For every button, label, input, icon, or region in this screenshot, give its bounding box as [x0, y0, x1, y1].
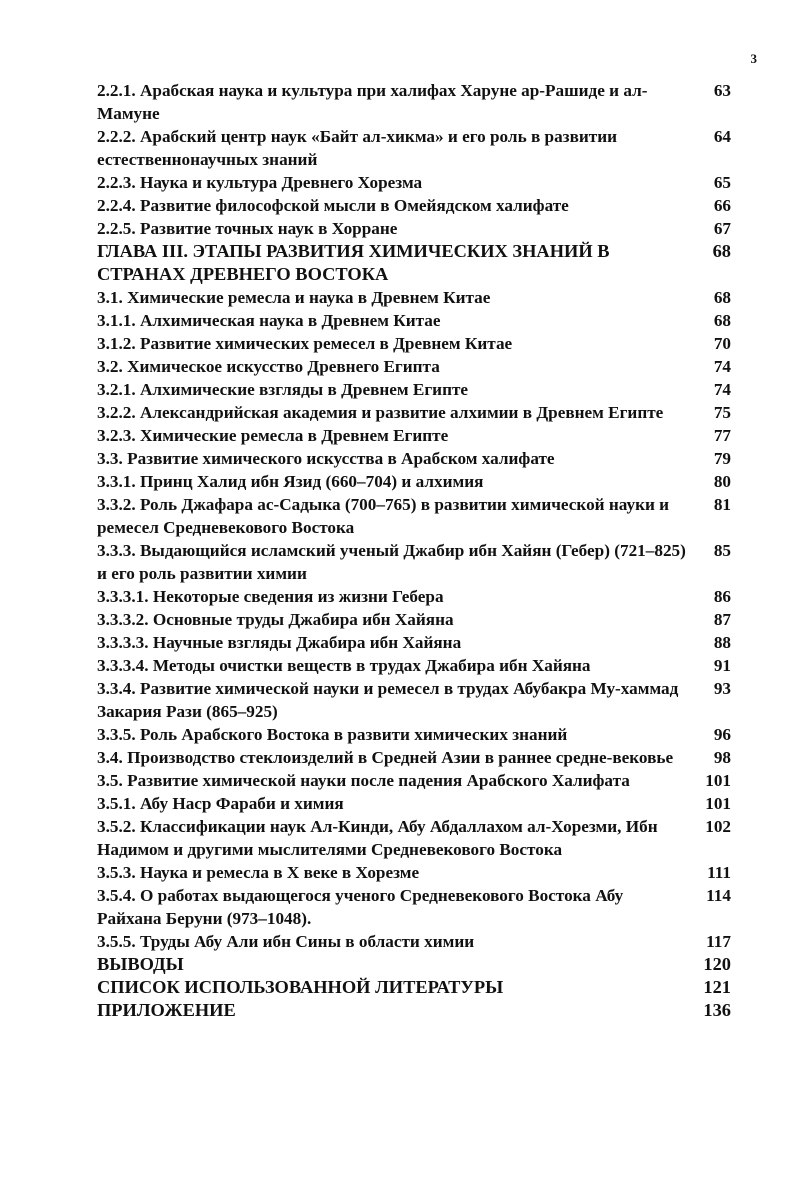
toc-entry-title: 3.3. Развитие химического искусства в Арабском халифате [97, 449, 555, 468]
toc-entry-page-number: 64 [713, 127, 731, 146]
toc-entry-page-number: 101 [705, 794, 731, 813]
toc-entry-title: 3.1. Химические ремесла и наука в Древнем Китае [97, 288, 491, 307]
toc-entry [97, 309, 731, 332]
toc-entry-page-number: 85 [713, 541, 731, 560]
toc-entry-title: 3.5.1. Абу Наср Фараби и химия [97, 794, 344, 813]
toc-entry-title: 3.5.4. О работах выдающегося ученого Средневекового Востока Абу Райхана Беруни (973–1048). [97, 886, 624, 928]
toc-entry-page-number: 98 [713, 748, 731, 767]
toc-entry-title: 3.3.2. Роль Джафара ас-Садыка (700–765) в развитии химической науки и ремесел Средневекового Востока [97, 495, 670, 537]
toc-entry [97, 378, 731, 401]
toc-entry-page-number: 101 [705, 771, 731, 790]
page-number: 3 [750, 51, 757, 66]
toc-entry [97, 424, 731, 447]
toc-entry [97, 746, 731, 769]
toc-entry [97, 677, 731, 723]
toc-entry-title: СПИСОК ИСПОЛЬЗОВАННОЙ ЛИТЕРАТУРЫ [97, 977, 504, 997]
toc-entry-page-number: 74 [713, 380, 731, 399]
toc-entry-page-number: 91 [713, 656, 731, 675]
toc-entry-page-number: 96 [713, 725, 731, 744]
toc-entry-page-number: 111 [707, 863, 731, 882]
toc-entry-title: 3.1.2. Развитие химических ремесел в Древнем Китае [97, 334, 513, 353]
table-of-contents [97, 79, 731, 1022]
toc-entry-page-number: 65 [713, 173, 731, 192]
toc-entry [97, 447, 731, 470]
toc-entry [97, 815, 731, 861]
toc-entry-title: 3.2.1. Алхимические взгляды в Древнем Египте [97, 380, 469, 399]
toc-entry-title: 3.3.1. Принц Халид ибн Язид (660–704) и алхимия [97, 472, 484, 491]
toc-entry-title: 2.2.4. Развитие философской мысли в Омейядском халифате [97, 196, 569, 215]
toc-entry-page-number: 67 [713, 219, 731, 238]
toc-entry-page-number: 63 [713, 81, 731, 100]
toc-entry-title: 3.3.3.2. Основные труды Джабира ибн Хайяна [97, 610, 454, 629]
toc-entry-page-number: 93 [713, 679, 731, 698]
toc-entry-page-number: 81 [713, 495, 731, 514]
toc-entry-title: 3.3.3.3. Научные взгляды Джабира ибн Хайяна [97, 633, 462, 652]
toc-entry-title: 2.2.3. Наука и культура Древнего Хорезма [97, 173, 423, 192]
toc-entry-page-number: 102 [705, 817, 731, 836]
toc-entry [97, 240, 731, 286]
toc-entry-page-number: 66 [713, 196, 731, 215]
toc-entry-title: 3.3.4. Развитие химической науки и ремесел в трудах Абубакра Му-хаммад Закария Рази (865–925) [97, 679, 679, 721]
toc-entry-page-number: 114 [706, 886, 731, 905]
toc-entry [97, 861, 731, 884]
toc-entry-page-number: 87 [713, 610, 731, 629]
toc-entry-title: 3.2.2. Александрийская академия и развитие алхимии в Древнем Египте [97, 403, 664, 422]
toc-entry-page-number: 121 [703, 977, 731, 997]
toc-entry-page-number: 77 [713, 426, 731, 445]
toc-entry-page-number: 80 [713, 472, 731, 491]
toc-entry [97, 769, 731, 792]
toc-entry-title: 3.5. Развитие химической науки после падения Арабского Халифата [97, 771, 630, 790]
toc-entry-title: ПРИЛОЖЕНИЕ [97, 1000, 236, 1020]
toc-entry [97, 125, 731, 171]
toc-entry-page-number: 117 [706, 932, 731, 951]
toc-entry-page-number: 70 [713, 334, 731, 353]
toc-entry [97, 286, 731, 309]
toc-entry-page-number: 68 [712, 241, 731, 261]
toc-entry-page-number: 68 [713, 288, 731, 307]
toc-entry [97, 493, 731, 539]
toc-entry-page-number: 75 [713, 403, 731, 422]
toc-entry-title: 3.5.2. Классификации наук Ал-Кинди, Абу Абдаллахом ал-Хорезми, Ибн Надимом и другими мыслителями Средневекового Востока [97, 817, 658, 859]
toc-entry [97, 723, 731, 746]
toc-entry-title: 2.2.2. Арабский центр наук «Байт ал-хикма» и его роль в развитии естественнонаучных знаний [97, 127, 618, 169]
toc-entry-title: 3.3.5. Роль Арабского Востока в развити химических знаний [97, 725, 568, 744]
toc-entry [97, 470, 731, 493]
toc-entry [97, 401, 731, 424]
toc-entry [97, 654, 731, 677]
toc-entry [97, 171, 731, 194]
toc-entry-title: 3.4. Производство стеклоизделий в Средней Азии в раннее средне-вековье [97, 748, 674, 767]
toc-entry-page-number: 86 [713, 587, 731, 606]
toc-entry-title: 3.5.3. Наука и ремесла в Х веке в Хорезме [97, 863, 420, 882]
toc-entry-title: 2.2.1. Арабская наука и культура при халифах Харуне ар-Рашиде и ал-Мамуне [97, 81, 648, 123]
toc-entry [97, 217, 731, 240]
toc-entry-page-number: 136 [703, 1000, 731, 1020]
toc-entry-title: ВЫВОДЫ [97, 954, 184, 974]
toc-entry [97, 884, 731, 930]
toc-entry [97, 608, 731, 631]
toc-entry-title: ГЛАВА III. ЭТАПЫ РАЗВИТИЯ ХИМИЧЕСКИХ ЗНАНИЙ В СТРАНАХ ДРЕВНЕГО ВОСТОКА [97, 241, 610, 284]
toc-entry-page-number: 120 [703, 954, 731, 974]
toc-entry [97, 539, 731, 585]
toc-entry [97, 792, 731, 815]
toc-entry [97, 332, 731, 355]
toc-entry [97, 976, 731, 999]
toc-entry-title: 3.2. Химическое искусство Древнего Египта [97, 357, 440, 376]
toc-entry-title: 3.3.3. Выдающийся исламский ученый Джабир ибн Хайян (Гебер) (721–825) и его роль развитии химии [97, 541, 686, 583]
toc-entry-title: 3.3.3.1. Некоторые сведения из жизни Гебера [97, 587, 444, 606]
toc-entry-page-number: 88 [713, 633, 731, 652]
toc-entry [97, 953, 731, 976]
toc-entry [97, 585, 731, 608]
toc-entry-page-number: 79 [713, 449, 731, 468]
toc-entry-title: 3.2.3. Химические ремесла в Древнем Египте [97, 426, 449, 445]
toc-entry [97, 930, 731, 953]
toc-entry-title: 3.3.3.4. Методы очистки веществ в трудах Джабира ибн Хайяна [97, 656, 591, 675]
toc-entry-page-number: 68 [713, 311, 731, 330]
toc-entry-title: 2.2.5. Развитие точных наук в Хорране [97, 219, 398, 238]
toc-entry [97, 194, 731, 217]
toc-entry [97, 355, 731, 378]
toc-entry [97, 631, 731, 654]
toc-entry-title: 3.5.5. Труды Абу Али ибн Сины в области химии [97, 932, 475, 951]
toc-entry [97, 79, 731, 125]
toc-entry [97, 999, 731, 1022]
toc-entry-page-number: 74 [713, 357, 731, 376]
toc-entry-title: 3.1.1. Алхимическая наука в Древнем Китае [97, 311, 441, 330]
